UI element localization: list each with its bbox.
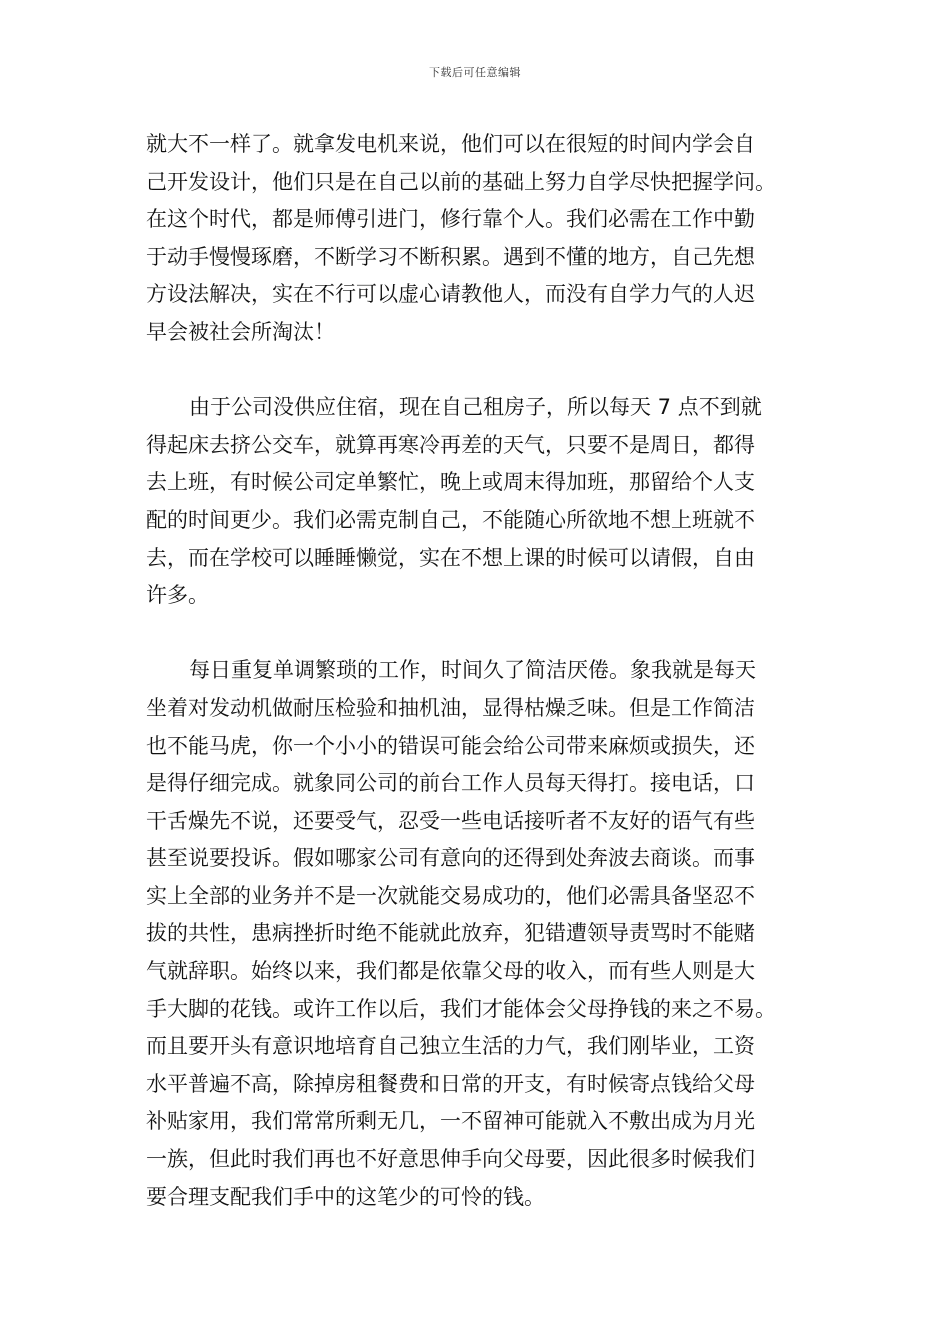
text-line: 干舌燥先不说，还要受气，忍受一些电话接听者不友好的语气有些 bbox=[146, 808, 755, 833]
text-line: 于动手慢慢琢磨，不断学习不断积累。遇到不懂的地方，自己先想 bbox=[146, 244, 755, 269]
text-line: 方设法解决，实在不行可以虚心请教他人，而没有自学力气的人迟 bbox=[146, 282, 755, 307]
text-line: 手大脚的花钱。或许工作以后，我们才能体会父母挣钱的来之不易。 bbox=[146, 996, 776, 1021]
text-line: 而且要开头有意识地培育自己独立生活的力气，我们刚毕业，工资 bbox=[146, 1034, 755, 1059]
text-line: 许多。 bbox=[146, 583, 209, 608]
text-line: 每日重复单调繁琐的工作，时间久了简洁厌倦。象我就是每天 bbox=[189, 658, 756, 683]
text-line: 补贴家用，我们常常所剩无几，一不留神可能就入不敷出成为月光 bbox=[146, 1109, 755, 1134]
text-line: 是得仔细完成。就象同公司的前台工作人员每天得打。接电话，口 bbox=[146, 771, 755, 796]
text-line: 己开发设计，他们只是在自己以前的基础上努力自学尽快把握学问。 bbox=[146, 169, 776, 194]
paragraph-gap bbox=[146, 615, 816, 653]
text-line: 甚至说要投诉。假如哪家公司有意向的还得到处奔波去商谈。而事 bbox=[146, 846, 755, 871]
text-line: 就大不一样了。就拿发电机来说，他们可以在很短的时间内学会自 bbox=[146, 132, 755, 156]
text-line: 早会被社会所淘汰！ bbox=[146, 319, 335, 344]
text-line: 也不能马虎，你一个小小的错误可能会给公司带来麻烦或损失，还 bbox=[146, 733, 755, 758]
text-line: 在这个时代，都是师傅引进门，修行靠个人。我们必需在工作中勤 bbox=[146, 207, 755, 232]
paragraph-1 bbox=[146, 126, 816, 352]
page-header: 下载后可任意编辑 bbox=[429, 66, 521, 79]
text-line: 配的时间更少。我们必需克制自己，不能随心所欲地不想上班就不 bbox=[146, 507, 755, 532]
text-line: 得起床去挤公交车，就算再寒冷再差的天气，只要不是周日，都得 bbox=[146, 432, 755, 457]
text-line: 要合理支配我们手中的这笔少的可怜的钱。 bbox=[146, 1184, 545, 1209]
text-line: 坐着对发动机做耐压检验和抽机油，显得枯燥乏味。但是工作简洁 bbox=[146, 695, 755, 720]
text-line: 气就辞职。始终以来，我们都是依靠父母的收入，而有些人则是大 bbox=[146, 959, 755, 984]
paragraph-gap bbox=[146, 352, 816, 390]
text-line: 实上全部的业务并不是一次就能交易成功的，他们必需具备坚忍不 bbox=[146, 883, 755, 908]
text-line: 一族，但此时我们再也不好意思伸手向父母要，因此很多时候我们 bbox=[146, 1147, 755, 1172]
text-line: 由于公司没供应住宿，现在自己租房子，所以每天 7 点不到就 bbox=[189, 395, 762, 420]
paragraph-2 bbox=[146, 389, 816, 615]
text-line: 水平普遍不高，除掉房租餐费和日常的开支，有时候寄点钱给父母 bbox=[146, 1071, 755, 1096]
paragraph-3 bbox=[146, 652, 816, 1216]
text-line: 去，而在学校可以睡睡懒觉，实在不想上课的时候可以请假，自由 bbox=[146, 545, 755, 570]
text-line: 去上班，有时候公司定单繁忙，晚上或周末得加班，那留给个人支 bbox=[146, 470, 755, 495]
text-line: 拔的共性，患病挫折时绝不能就此放弃，犯错遭领导责骂时不能赌 bbox=[146, 921, 755, 946]
document-body bbox=[146, 126, 816, 1216]
